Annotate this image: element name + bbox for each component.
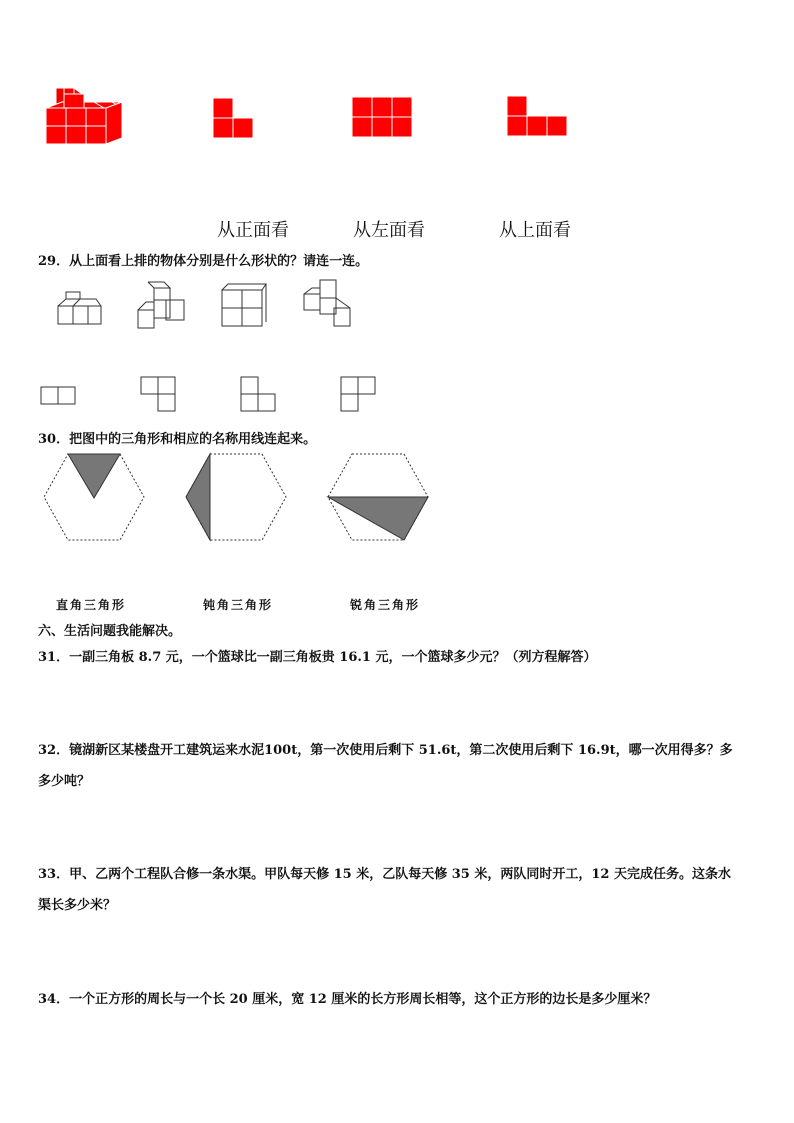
option-3 (240, 376, 276, 414)
triangle-label-right: 直角三角形 (56, 598, 127, 612)
view-label-left: 从左面看 (353, 220, 425, 241)
question-32-line2: 多少吨？ (38, 774, 91, 789)
question-32-line1: 32．镜湖新区某楼盘开工建筑运来水泥100t，第一次使用后剩下 51.6t，第二次使用后剩下 16.9t，哪一次用得多？多 (38, 743, 733, 758)
front-view-shape (212, 97, 256, 139)
view-label-top: 从上面看 (499, 220, 571, 241)
option-1 (40, 386, 76, 406)
view-label-front: 从正面看 (217, 220, 289, 241)
section-6-heading: 六、生活问题我能解决。 (38, 624, 182, 639)
option-2 (140, 376, 176, 414)
question-30: 30．把图中的三角形和相应的名称用线连起来。 (38, 432, 317, 447)
question-34: 34．一个正方形的周长与一个长 20 厘米，宽 12 厘米的长方形周长相等，这个正方形的边长是多少厘米？ (38, 992, 657, 1007)
left-view-shape (351, 96, 413, 138)
triangle-label-obtuse: 钝角三角形 (203, 598, 274, 612)
hexagon-3 (324, 452, 432, 544)
question-33-line2: 渠长多少米？ (38, 898, 117, 913)
solid-b (136, 280, 188, 332)
question-31: 31．一副三角板 8.7 元，一个篮球比一副三角板贵 16.1 元，一个篮球多少元？（列方程解答） (38, 650, 597, 665)
triangle-label-acute: 锐角三角形 (350, 598, 421, 612)
solid-c (220, 282, 268, 328)
solid-d (300, 276, 354, 330)
red-cube-solid (44, 86, 128, 148)
question-33-line1: 33．甲、乙两个工程队合修一条水渠。甲队每天修 15 米，乙队每天修 35 米，两队同时开工，12 天完成任务。这条水 (38, 867, 731, 882)
hexagon-2 (182, 452, 290, 544)
option-4 (340, 376, 376, 414)
hexagon-1 (40, 452, 148, 544)
solid-a (56, 290, 106, 328)
top-view-shape (506, 95, 568, 137)
question-29: 29．从上面看上排的物体分别是什么形状的？请连一连。 (38, 254, 369, 269)
